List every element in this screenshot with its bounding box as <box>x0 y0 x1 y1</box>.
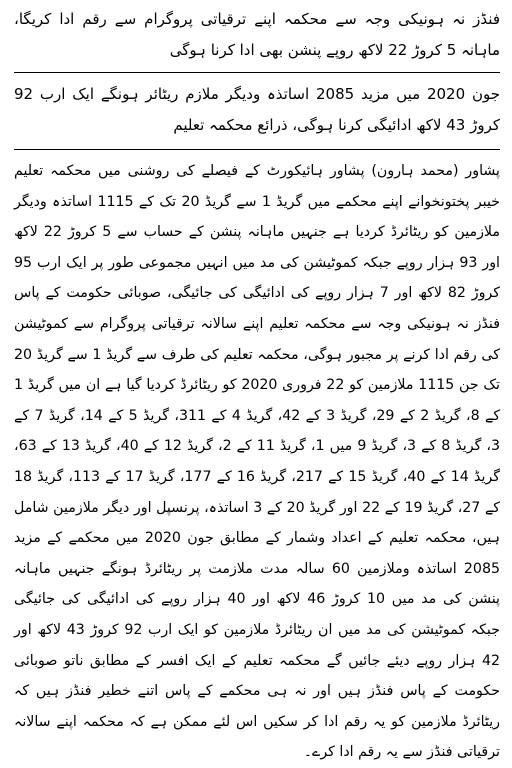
headline-divider <box>14 72 500 73</box>
headline: فنڈز نہ ہونیکی وجہ سے محکمہ اپنے ترقیاتی پروگرام سے رقم ادا کریگا، ماہانہ 5 کروڑ 22 لاکھ روپے پنشن بھی ادا کرنا ہوگی <box>14 10 500 59</box>
subheadline-divider <box>14 149 500 150</box>
article-body: پشاور (محمد ہارون) پشاور ہائیکورٹ کے فیصلے کی روشنی میں محکمہ تعلیم خیبر پختونخوانے اپنے محکمے میں گریڈ 1 سے گریڈ 20 تک کے 1115 اساتذہ ودیگر ملازمین کو ریٹائرڈ کردیا ہے جنہیں ماہانہ پنشن کے حساب سے 5 کروڑ 22 لاکھ اور 93 ہزار روپے جبکہ کموٹیشن کی مد میں انہیں مجموعی طور پر ایک ارب 95 کروڑ 82 لاکھ اور 7 ہزار روپے کی ادائیگی کی جائیگی، صوبائی حکومت کے پاس فنڈز نہ ہونیکی وجہ سے محکمہ تعلیم اپنے سالانہ ترقیاتی پروگرام سے کموٹیشن کی رقم ادا کرنے پر مجبور ہوگی، محکمہ تعلیم کی طرف سے گریڈ 1 سے گریڈ 20 تک جن 1115 ملازمین کو 22 فروری 2020 کو ریٹائرڈ کردیا گیا ہے ان میں گریڈ 1 کے 8، گریڈ 2 کے 29، گریڈ 3 کے 42، گریڈ 4 کے 311، گریڈ 5 کے 14، گریڈ 7 کے 3، گریڈ 8 کے 3، گریڈ 9 میں 1، گریڈ 11 کے 2، گریڈ 12 کے 40، گریڈ 13 کے 63، گریڈ 14 کے 40، گریڈ 15 کے 217، گریڈ 16 کے 177، گریڈ 17 کے 113، گریڈ 18 کے 27، گریڈ 19 کے 22 اور گریڈ 20 کے 3 اساتذہ، پرنسپل اور دیگر ملازمین شامل ہیں، محکمہ تعلیم کے اعداد وشمار کے مطابق جون 2020 میں محکمے کے مزید 2085 اساتذہ وملازمین 60 سالہ مدت ملازمت پر ریٹائرڈ ہونگے جنہیں ماہانہ پنشن کی مد میں 10 کروڑ 46 لاکھ اور 40 ہزار روپے کی ادائیگی کی جائیگی جبکہ کموٹیشن کی مد میں ان ریٹائرڈ ملازمین کو ایک ارب 92 کروڑ 43 لاکھ اور 42 ہزار روپے دیئے جائیں گے محکمہ تعلیم کے ایک افسر کے مطابق ناتو صوبائی حکومت کے پاس فنڈز ہیں اور نہ ہی محکمے کے پاس اتنے خطیر فنڈز ہیں کہ ریٹائرڈ ملازمین کو یہ رقم ادا کر سکیں اس لئے ممکن ہے کہ محکمہ اپنے سالانہ ترقیاتی فنڈز سے یہ رقم ادا کرے۔ <box>14 163 501 761</box>
subheadline: جون 2020 میں مزید 2085 اساتذہ ودیگر ملازم ریٹائر ہونگے ایک ارب 92 کروڑ 43 لاکھ ادائیگی کرنا ہوگی، ذرائع محکمہ تعلیم <box>14 85 500 134</box>
